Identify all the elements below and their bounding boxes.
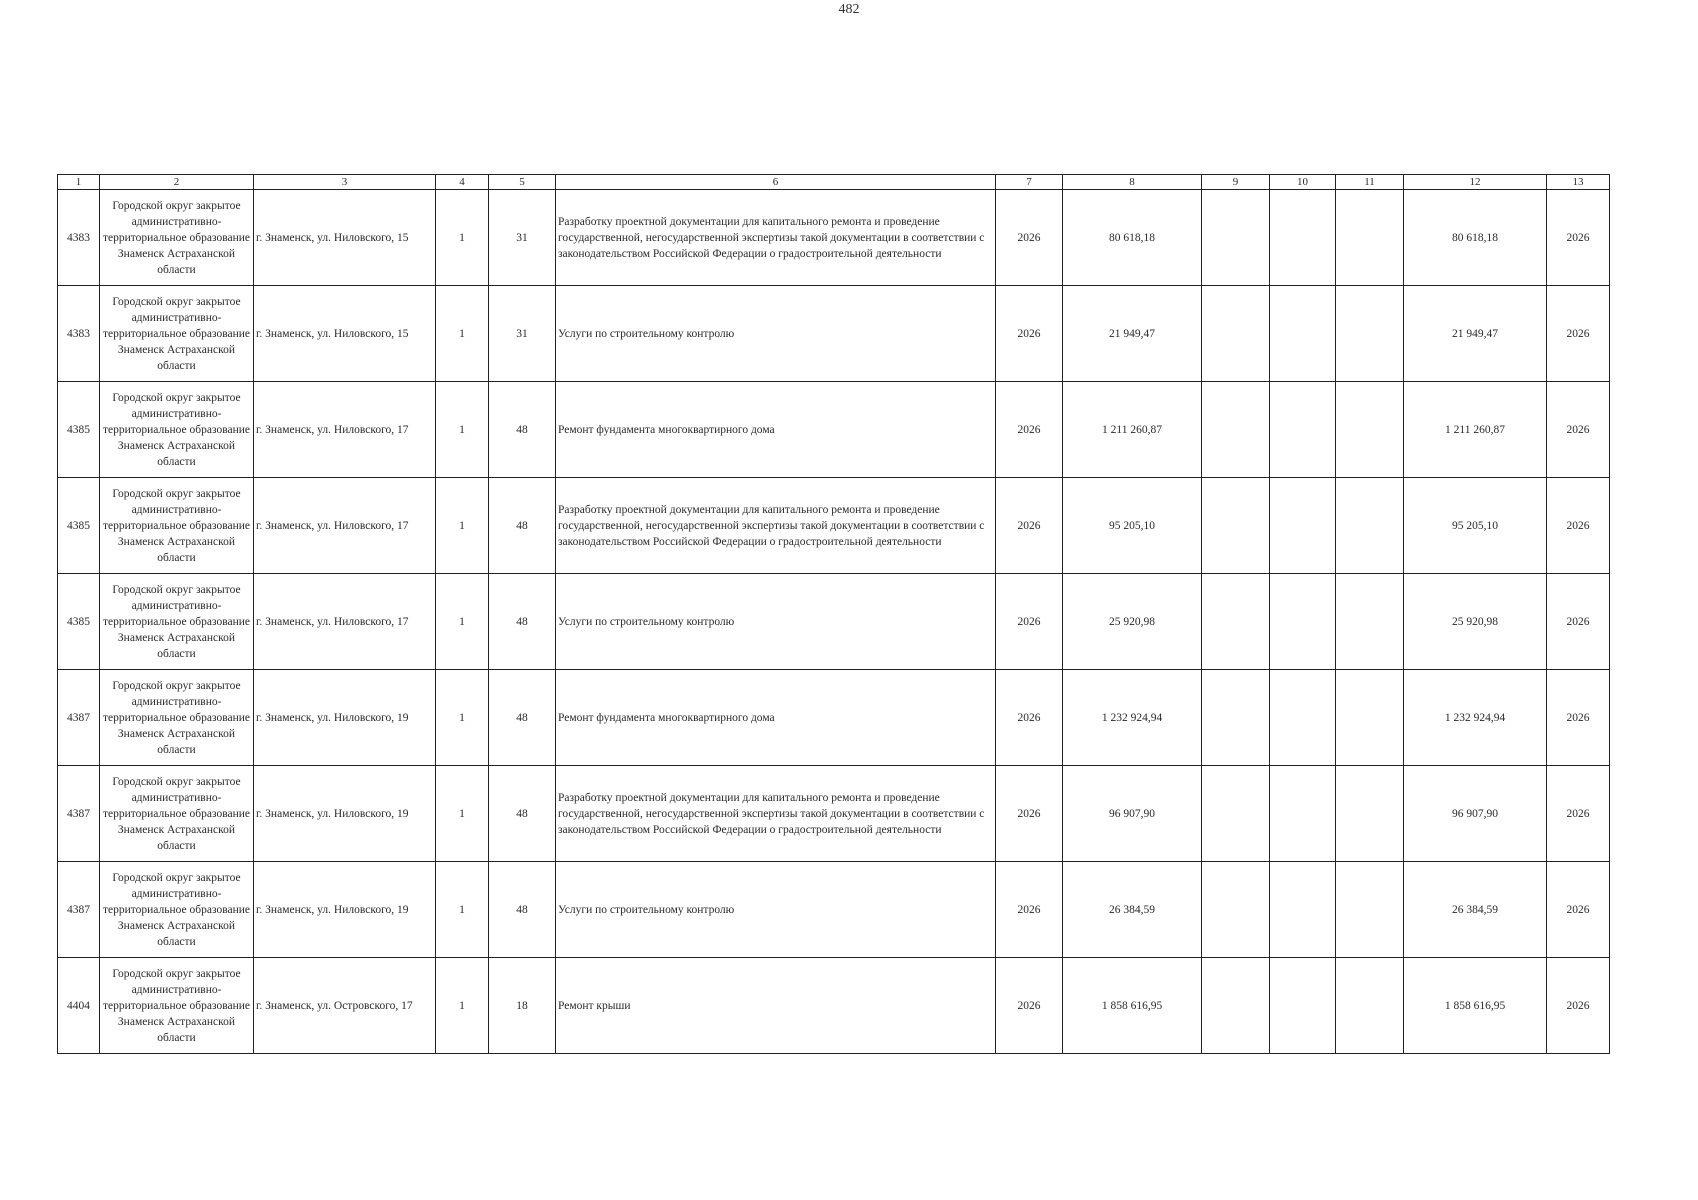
- column-header: 8: [1063, 175, 1202, 190]
- address-cell: г. Знаменск, ул. Ниловского, 19: [254, 670, 436, 766]
- column-header: 5: [489, 175, 556, 190]
- year-cell: 2026: [996, 478, 1063, 574]
- municipality-cell: Городской округ закрытое административно-территориальное образование Знаменск Астраханской области: [100, 382, 254, 478]
- col10-cell: [1270, 958, 1336, 1054]
- table-row: [58, 286, 1610, 382]
- col5-cell: 48: [489, 766, 556, 862]
- column-header: 6: [556, 175, 996, 190]
- col11-cell: [1336, 670, 1404, 766]
- row-number-cell: 4387: [58, 670, 100, 766]
- col5-cell: 18: [489, 958, 556, 1054]
- col5-cell: 48: [489, 670, 556, 766]
- col5-cell: 31: [489, 190, 556, 286]
- col5-cell: 31: [489, 286, 556, 382]
- row-number-cell: 4385: [58, 478, 100, 574]
- column-header: 4: [436, 175, 489, 190]
- municipality-cell: Городской округ закрытое административно-территориальное образование Знаменск Астраханской области: [100, 670, 254, 766]
- col12-cost-cell: 21 949,47: [1404, 286, 1547, 382]
- col13-year-cell: 2026: [1547, 286, 1610, 382]
- col11-cell: [1336, 766, 1404, 862]
- col9-cell: [1202, 958, 1270, 1054]
- work-register-table: [57, 174, 1610, 1054]
- table-body: [58, 190, 1610, 1054]
- work-type-cell: Ремонт крыши: [556, 958, 996, 1054]
- col10-cell: [1270, 382, 1336, 478]
- municipality-cell: Городской округ закрытое административно-территориальное образование Знаменск Астраханской области: [100, 286, 254, 382]
- col12-cost-cell: 80 618,18: [1404, 190, 1547, 286]
- municipality-cell: Городской округ закрытое административно-территориальное образование Знаменск Астраханской области: [100, 478, 254, 574]
- row-number-cell: 4387: [58, 862, 100, 958]
- work-type-cell: Ремонт фундамента многоквартирного дома: [556, 382, 996, 478]
- col13-year-cell: 2026: [1547, 862, 1610, 958]
- year-cell: 2026: [996, 670, 1063, 766]
- work-type-cell: Услуги по строительному контролю: [556, 286, 996, 382]
- col12-cost-cell: 95 205,10: [1404, 478, 1547, 574]
- total-cost-cell: 26 384,59: [1063, 862, 1202, 958]
- col13-year-cell: 2026: [1547, 478, 1610, 574]
- table-row: [58, 574, 1610, 670]
- col9-cell: [1202, 382, 1270, 478]
- col5-cell: 48: [489, 574, 556, 670]
- col12-cost-cell: 25 920,98: [1404, 574, 1547, 670]
- col10-cell: [1270, 286, 1336, 382]
- year-cell: 2026: [996, 382, 1063, 478]
- column-header: 13: [1547, 175, 1610, 190]
- address-cell: г. Знаменск, ул. Ниловского, 15: [254, 286, 436, 382]
- column-header: 1: [58, 175, 100, 190]
- col4-cell: 1: [436, 862, 489, 958]
- row-number-cell: 4383: [58, 286, 100, 382]
- col13-year-cell: 2026: [1547, 382, 1610, 478]
- column-header: 7: [996, 175, 1063, 190]
- col4-cell: 1: [436, 190, 489, 286]
- col11-cell: [1336, 478, 1404, 574]
- col4-cell: 1: [436, 670, 489, 766]
- municipality-cell: Городской округ закрытое административно-территориальное образование Знаменск Астраханской области: [100, 190, 254, 286]
- col13-year-cell: 2026: [1547, 190, 1610, 286]
- total-cost-cell: 80 618,18: [1063, 190, 1202, 286]
- col13-year-cell: 2026: [1547, 766, 1610, 862]
- column-header: 9: [1202, 175, 1270, 190]
- total-cost-cell: 1 211 260,87: [1063, 382, 1202, 478]
- col11-cell: [1336, 958, 1404, 1054]
- address-cell: г. Знаменск, ул. Ниловского, 15: [254, 190, 436, 286]
- address-cell: г. Знаменск, ул. Островского, 17: [254, 958, 436, 1054]
- col12-cost-cell: 96 907,90: [1404, 766, 1547, 862]
- table-row: [58, 670, 1610, 766]
- col9-cell: [1202, 862, 1270, 958]
- col10-cell: [1270, 670, 1336, 766]
- column-header: 2: [100, 175, 254, 190]
- col10-cell: [1270, 574, 1336, 670]
- work-type-cell: Ремонт фундамента многоквартирного дома: [556, 670, 996, 766]
- row-number-cell: 4385: [58, 382, 100, 478]
- col9-cell: [1202, 766, 1270, 862]
- col5-cell: 48: [489, 382, 556, 478]
- col4-cell: 1: [436, 382, 489, 478]
- col9-cell: [1202, 574, 1270, 670]
- col11-cell: [1336, 382, 1404, 478]
- col13-year-cell: 2026: [1547, 574, 1610, 670]
- column-header: 12: [1404, 175, 1547, 190]
- address-cell: г. Знаменск, ул. Ниловского, 17: [254, 478, 436, 574]
- year-cell: 2026: [996, 286, 1063, 382]
- year-cell: 2026: [996, 958, 1063, 1054]
- col13-year-cell: 2026: [1547, 670, 1610, 766]
- total-cost-cell: 1 858 616,95: [1063, 958, 1202, 1054]
- work-type-cell: Разработку проектной документации для капитального ремонта и проведение государственной, негосударственной экспертизы такой документации в соответствии с законодательством Российской Федерации о градостроительной деятельности: [556, 478, 996, 574]
- address-cell: г. Знаменск, ул. Ниловского, 17: [254, 574, 436, 670]
- municipality-cell: Городской округ закрытое административно-территориальное образование Знаменск Астраханской области: [100, 766, 254, 862]
- total-cost-cell: 1 232 924,94: [1063, 670, 1202, 766]
- col12-cost-cell: 1 232 924,94: [1404, 670, 1547, 766]
- col13-year-cell: 2026: [1547, 958, 1610, 1054]
- municipality-cell: Городской округ закрытое административно-территориальное образование Знаменск Астраханской области: [100, 574, 254, 670]
- col4-cell: 1: [436, 286, 489, 382]
- total-cost-cell: 95 205,10: [1063, 478, 1202, 574]
- year-cell: 2026: [996, 190, 1063, 286]
- col10-cell: [1270, 190, 1336, 286]
- table-row: [58, 382, 1610, 478]
- row-number-cell: 4383: [58, 190, 100, 286]
- column-number-row: [58, 175, 1610, 190]
- work-type-cell: Услуги по строительному контролю: [556, 574, 996, 670]
- col11-cell: [1336, 574, 1404, 670]
- table-row: [58, 958, 1610, 1054]
- col4-cell: 1: [436, 766, 489, 862]
- work-type-cell: Разработку проектной документации для капитального ремонта и проведение государственной, негосударственной экспертизы такой документации в соответствии с законодательством Российской Федерации о градостроительной деятельности: [556, 190, 996, 286]
- work-type-cell: Услуги по строительному контролю: [556, 862, 996, 958]
- col5-cell: 48: [489, 862, 556, 958]
- municipality-cell: Городской округ закрытое административно-территориальное образование Знаменск Астраханской области: [100, 958, 254, 1054]
- column-header: 3: [254, 175, 436, 190]
- col4-cell: 1: [436, 574, 489, 670]
- total-cost-cell: 25 920,98: [1063, 574, 1202, 670]
- table-row: [58, 766, 1610, 862]
- row-number-cell: 4385: [58, 574, 100, 670]
- col11-cell: [1336, 862, 1404, 958]
- col4-cell: 1: [436, 958, 489, 1054]
- row-number-cell: 4404: [58, 958, 100, 1054]
- col9-cell: [1202, 190, 1270, 286]
- column-header: 11: [1336, 175, 1404, 190]
- column-header: 10: [1270, 175, 1336, 190]
- col12-cost-cell: 1 211 260,87: [1404, 382, 1547, 478]
- total-cost-cell: 96 907,90: [1063, 766, 1202, 862]
- address-cell: г. Знаменск, ул. Ниловского, 19: [254, 862, 436, 958]
- col12-cost-cell: 1 858 616,95: [1404, 958, 1547, 1054]
- total-cost-cell: 21 949,47: [1063, 286, 1202, 382]
- year-cell: 2026: [996, 766, 1063, 862]
- table-row: [58, 478, 1610, 574]
- table-row: [58, 862, 1610, 958]
- row-number-cell: 4387: [58, 766, 100, 862]
- col9-cell: [1202, 478, 1270, 574]
- page-number: 482: [838, 2, 860, 17]
- col4-cell: 1: [436, 478, 489, 574]
- table-row: [58, 190, 1610, 286]
- col11-cell: [1336, 286, 1404, 382]
- address-cell: г. Знаменск, ул. Ниловского, 19: [254, 766, 436, 862]
- col12-cost-cell: 26 384,59: [1404, 862, 1547, 958]
- work-type-cell: Разработку проектной документации для капитального ремонта и проведение государственной, негосударственной экспертизы такой документации в соответствии с законодательством Российской Федерации о градостроительной деятельности: [556, 766, 996, 862]
- col10-cell: [1270, 766, 1336, 862]
- col5-cell: 48: [489, 478, 556, 574]
- col9-cell: [1202, 670, 1270, 766]
- col10-cell: [1270, 862, 1336, 958]
- address-cell: г. Знаменск, ул. Ниловского, 17: [254, 382, 436, 478]
- municipality-cell: Городской округ закрытое административно-территориальное образование Знаменск Астраханской области: [100, 862, 254, 958]
- col11-cell: [1336, 190, 1404, 286]
- col9-cell: [1202, 286, 1270, 382]
- year-cell: 2026: [996, 574, 1063, 670]
- year-cell: 2026: [996, 862, 1063, 958]
- col10-cell: [1270, 478, 1336, 574]
